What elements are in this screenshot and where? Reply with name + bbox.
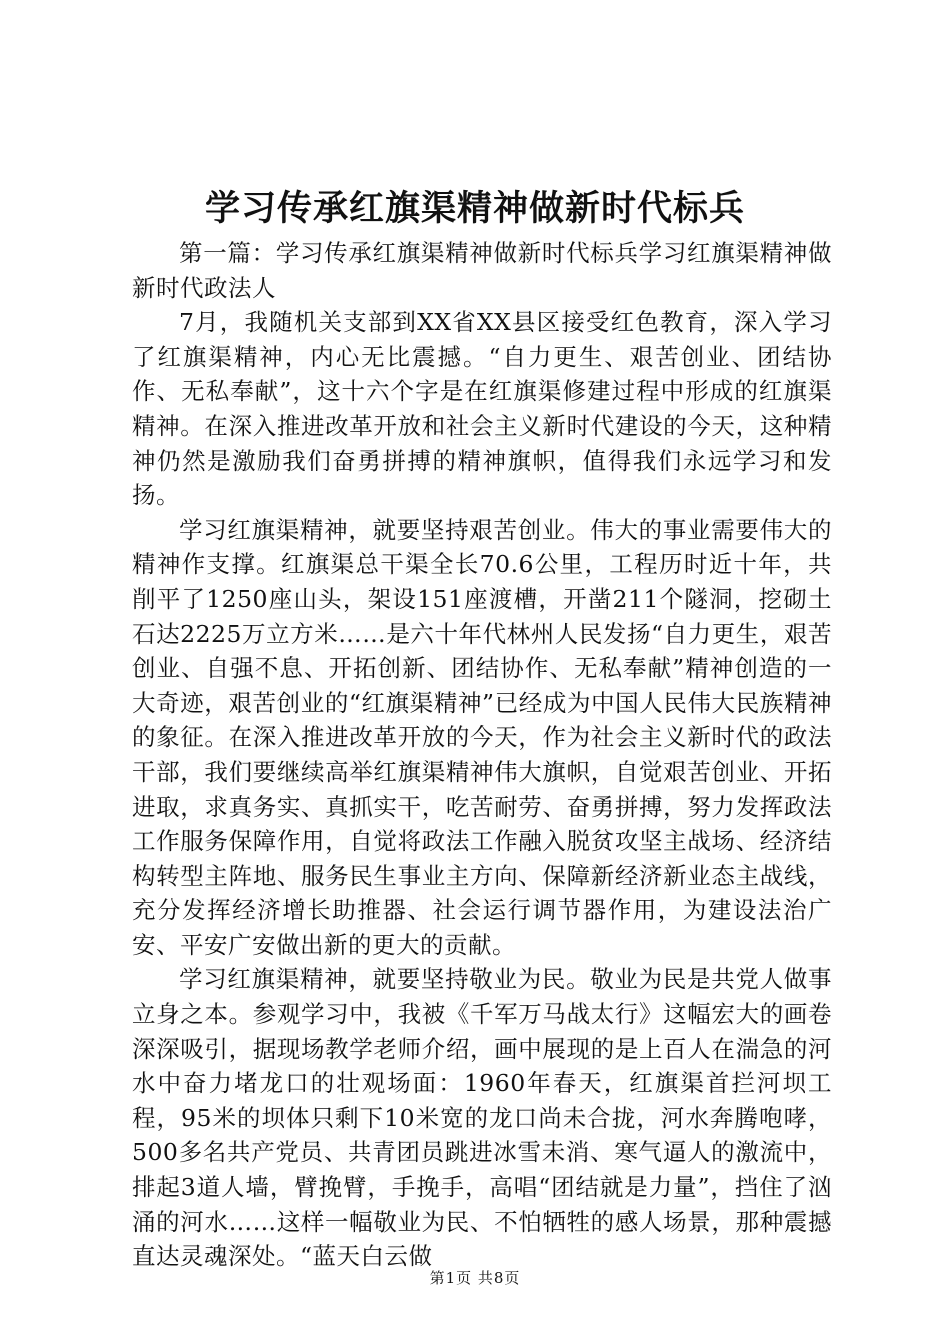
document-body — [132, 236, 832, 1274]
paragraph-3: 学习红旗渠精神，就要坚持艰苦创业。伟大的事业需要伟大的精神作支撑。红旗渠总干渠全长70.6公里，工程历时近十年，共削平了1250座山头，架设151座渡槽，开凿211个隧洞，挖砌土石达2225万立方米……是六十年代林州人民发扬“自力更生，艰苦创业、自强不息、开拓创新、团结协作、无私奉献”精神创造的一大奇迹，艰苦创业的“红旗渠精神”已经成为中国人民伟大民族精神的象征。在深入推进改革开放的今天，作为社会主义新时代的政法干部，我们要继续高举红旗渠精神伟大旗帜，自觉艰苦创业、开拓进取，求真务实、真抓实干，吃苦耐劳、奋勇拼搏，努力发挥政法工作服务保障作用，自觉将政法工作融入脱贫攻坚主战场、经济结构转型主阵地、服务民生事业主方向、保障新经济新业态主战线，充分发挥经济增长助推器、社会运行调节器作用，为建设法治广安、平安广安做出新的更大的贡献。 — [132, 515, 832, 959]
paragraph-1: 第一篇：学习传承红旗渠精神做新时代标兵学习红旗渠精神做新时代政法人 — [132, 239, 832, 302]
paragraph-2: 7月，我随机关支部到XX省XX县区接受红色教育，深入学习了红旗渠精神，内心无比震撼。“自力更生、艰苦创业、团结协作、无私奉献”，这十六个字是在红旗渠修建过程中形成的红旗渠精神。在深入推进改革开放和社会主义新时代建设的今天，这种精神仍然是激励我们奋勇拼搏的精神旗帜，值得我们永远学习和发扬。 — [132, 308, 832, 510]
page-footer: 第1页 共8页 — [429, 1269, 521, 1287]
document-title: 学习传承红旗渠精神做新时代标兵 — [204, 188, 745, 229]
paragraph-4: 学习红旗渠精神，就要坚持敬业为民。敬业为民是共党人做事立身之本。参观学习中，我被《千军万马战太行》这幅宏大的画卷深深吸引，据现场教学老师介绍，画中展现的是上百人在湍急的河水中奋力堵龙口的壮观场面：1960年春天，红旗渠首拦河坝工程，95米的坝体只剩下10米宽的龙口尚未合拢，河水奔腾咆哮，500多名共产党员、共青团员跳进冰雪未消、寒气逼人的激流中，排起3道人墙，臂挽臂，手挽手，高唱“团结就是力量”，挡住了汹涌的河水……这样一幅敬业为民、不怕牺牲的感人场景，那种震撼直达灵魂深处。“蓝天白云做 — [132, 965, 832, 1271]
